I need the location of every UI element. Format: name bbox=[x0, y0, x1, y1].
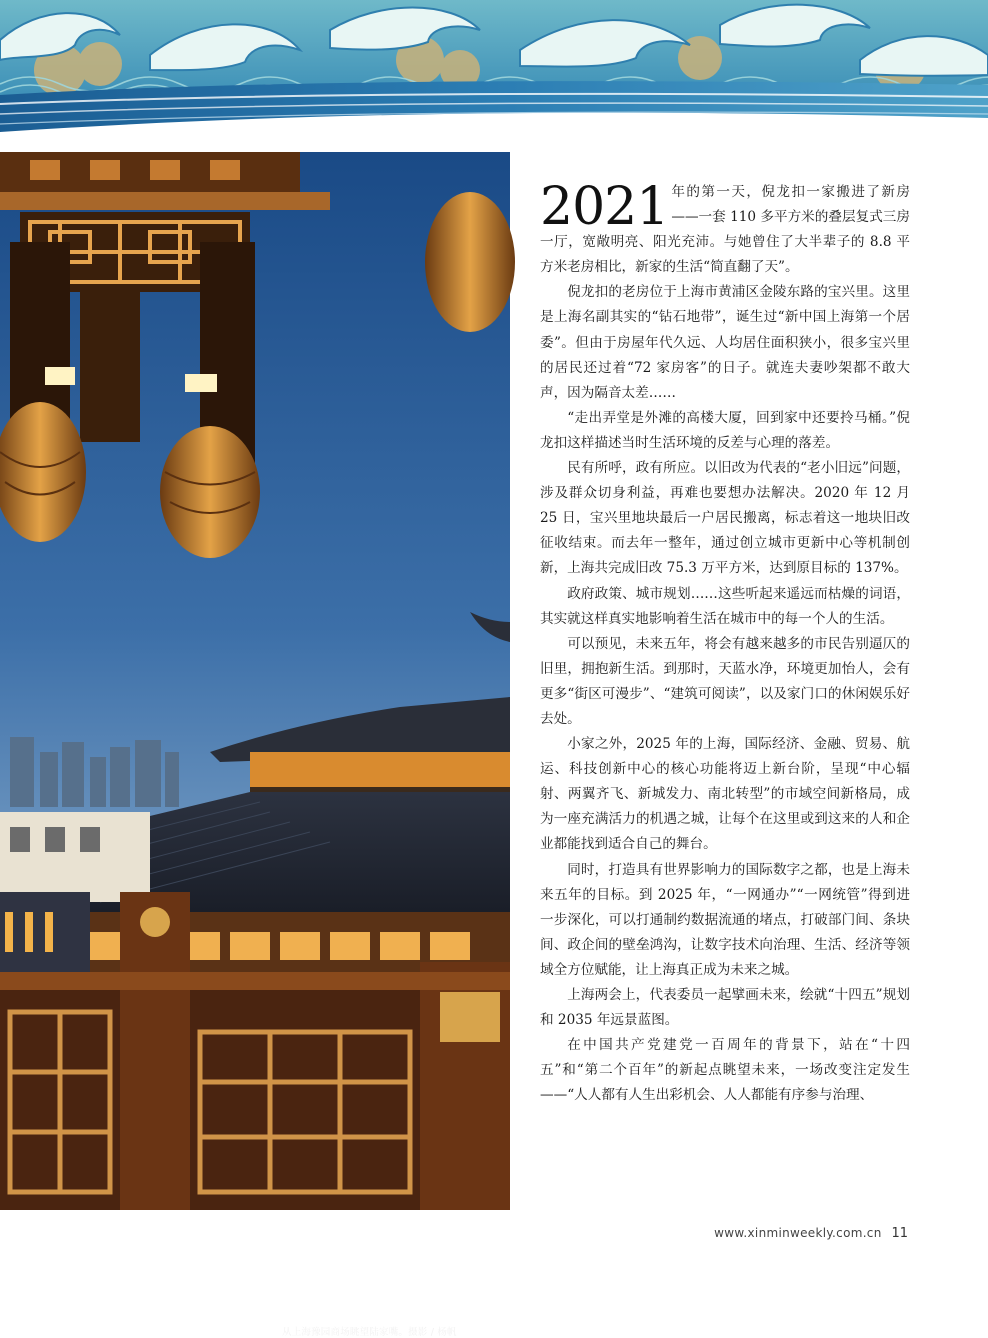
paragraph-2: 倪龙扣的老房位于上海市黄浦区金陵东路的宝兴里。这里是上海名副其实的“钻石地带”，诞生过“新中国上海第一个居委”。但由于房屋年代久远、人均居住面积狭小，很多宝兴里的居民还过着“72 家房客”的日子。就连夫妻吵架都不敢大声，因为隔音太差…… bbox=[540, 284, 910, 401]
wave-banner bbox=[0, 0, 988, 150]
photo-caption: 从上海豫园商场眺望陆家嘴。摄影 / 杨帆 bbox=[282, 1327, 457, 1338]
website-url: www.xinminweekly.com.cn bbox=[714, 1226, 882, 1240]
paragraph-5: 政府政策、城市规划……这些听起来遥远而枯燥的词语，其实就这样真实地影响着生活在城市中的每一个人的生活。 bbox=[540, 585, 910, 627]
paragraph-1: 2021 年的第一天，倪龙扣一家搬进了新房——一套 110 多平方米的叠层复式三房一厅，宽敞明亮、阳光充沛。与她曾住了大半辈子的 8.8 平方米老房相比，新家的生活“简直翻了天”。 bbox=[540, 177, 910, 276]
page-number: 11 bbox=[891, 1226, 908, 1241]
page-footer bbox=[714, 1226, 908, 1241]
dropcap-year: 2021 bbox=[540, 177, 669, 237]
paragraph-9: 上海两会上，代表委员一起擘画未来，绘就“十四五”规划和 2035 年远景蓝图。 bbox=[540, 987, 910, 1029]
paragraph-8: 同时，打造具有世界影响力的国际数字之都，也是上海未来五年的目标。到 2025 年，“一网通办”“一网统管”得到进一步深化，可以打通制约数据流通的堵点，打破部门间、条块间、政企间的壁垒鸿沟，让数字技术向治理、生活、经济等领域全方位赋能，让上海真正成为未来之城。 bbox=[540, 861, 910, 978]
article-body bbox=[540, 177, 910, 1108]
photo-yuyuan-lujiazui bbox=[0, 152, 510, 1338]
paragraph-7: 小家之外，2025 年的上海，国际经济、金融、贸易、航运、科技创新中心的核心功能将迈上新台阶，呈现“中心辐射、两翼齐飞、新城发力、南北转型”的市域空间新格局，成为一座充满活力的机遇之城，让每个在这里或到这来的人和企业都能找到适合自己的舞台。 bbox=[540, 736, 910, 853]
paragraph-3: “走出弄堂是外滩的高楼大厦，回到家中还要拎马桶。”倪龙扣这样描述当时生活环境的反差与心理的落差。 bbox=[540, 409, 910, 451]
paragraph-4: 民有所呼，政有所应。以旧改为代表的“老小旧远”问题，涉及群众切身利益，再难也要想办法解决。2020 年 12 月 25 日，宝兴里地块最后一户居民搬离，标志着这一地块旧改征收结束。而去年一整年，通过创立城市更新中心等机制创新，上海共完成旧改 75.3 万平方米，达到原目标的 137%。 bbox=[540, 460, 910, 577]
paragraph-10: 在中国共产党建党一百周年的背景下，站在“十四五”和“第二个百年”的新起点眺望未来，一场改变注定发生——“人人都有人生出彩机会、人人都能有序参与治理、 bbox=[540, 1037, 910, 1104]
paragraph-6: 可以预见，未来五年，将会有越来越多的市民告别逼仄的旧里，拥抱新生活。到那时，天蓝水净，环境更加怡人，会有更多“街区可漫步”、“建筑可阅读”，以及家门口的休闲娱乐好去处。 bbox=[540, 635, 910, 727]
photo-illustration bbox=[0, 152, 510, 1210]
